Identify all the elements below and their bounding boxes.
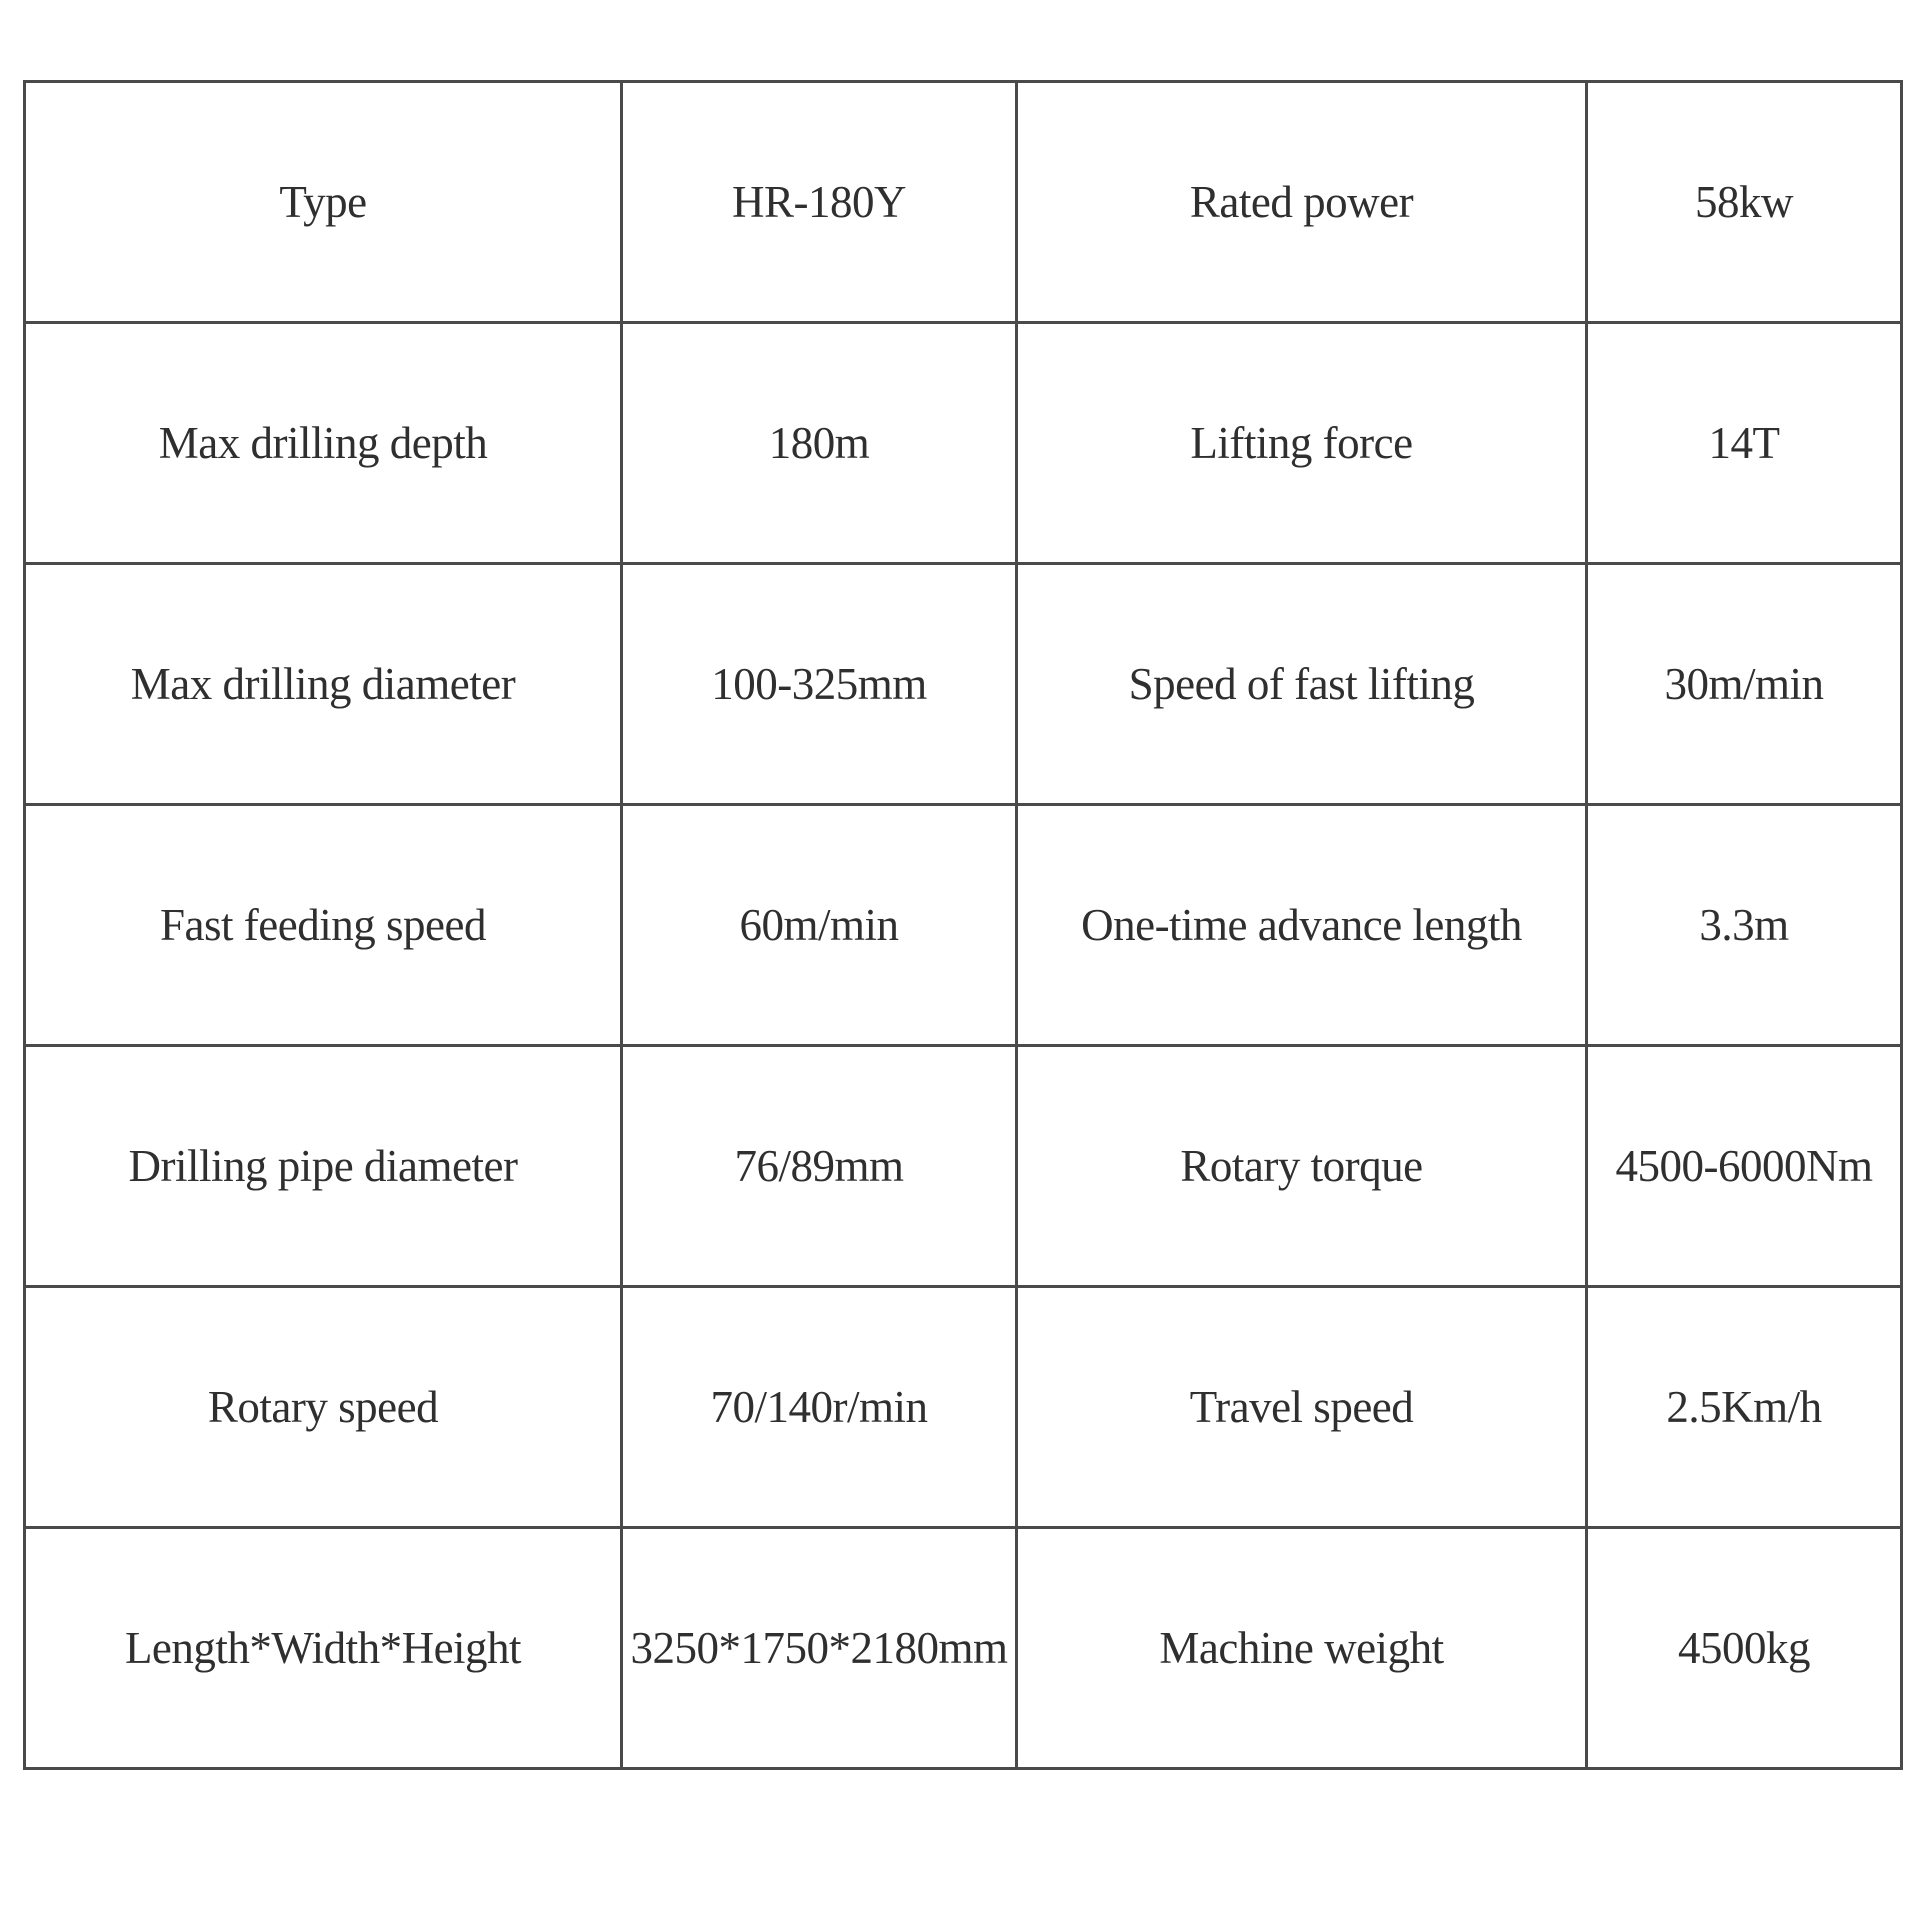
spec-label: Speed of fast lifting <box>1017 564 1587 805</box>
table-row <box>25 1287 1902 1528</box>
spec-label: Machine weight <box>1017 1528 1587 1769</box>
spec-label: One-time advance length <box>1017 805 1587 1046</box>
table-row <box>25 805 1902 1046</box>
spec-value: 76/89mm <box>622 1046 1017 1287</box>
spec-value: HR-180Y <box>622 82 1017 323</box>
spec-label: Drilling pipe diameter <box>25 1046 622 1287</box>
spec-label: Max drilling diameter <box>25 564 622 805</box>
spec-value: 100-325mm <box>622 564 1017 805</box>
spec-label: Travel speed <box>1017 1287 1587 1528</box>
table-row <box>25 1046 1902 1287</box>
spec-value: 3250*1750*2180mm <box>622 1528 1017 1769</box>
spec-label: Rotary torque <box>1017 1046 1587 1287</box>
spec-label: Rotary speed <box>25 1287 622 1528</box>
table-row <box>25 82 1902 323</box>
spec-label: Fast feeding speed <box>25 805 622 1046</box>
spec-value: 180m <box>622 323 1017 564</box>
spec-value: 4500-6000Nm <box>1587 1046 1902 1287</box>
spec-label: Max drilling depth <box>25 323 622 564</box>
specification-table <box>23 80 1903 1770</box>
spec-value: 4500kg <box>1587 1528 1902 1769</box>
spec-label: Length*Width*Height <box>25 1528 622 1769</box>
table-row <box>25 1528 1902 1769</box>
spec-label: Type <box>25 82 622 323</box>
spec-label: Lifting force <box>1017 323 1587 564</box>
table-row <box>25 323 1902 564</box>
spec-value: 3.3m <box>1587 805 1902 1046</box>
table-row <box>25 564 1902 805</box>
spec-value: 60m/min <box>622 805 1017 1046</box>
spec-value: 70/140r/min <box>622 1287 1017 1528</box>
spec-label: Rated power <box>1017 82 1587 323</box>
spec-value: 2.5Km/h <box>1587 1287 1902 1528</box>
spec-value: 30m/min <box>1587 564 1902 805</box>
spec-value: 58kw <box>1587 82 1902 323</box>
spec-value: 14T <box>1587 323 1902 564</box>
